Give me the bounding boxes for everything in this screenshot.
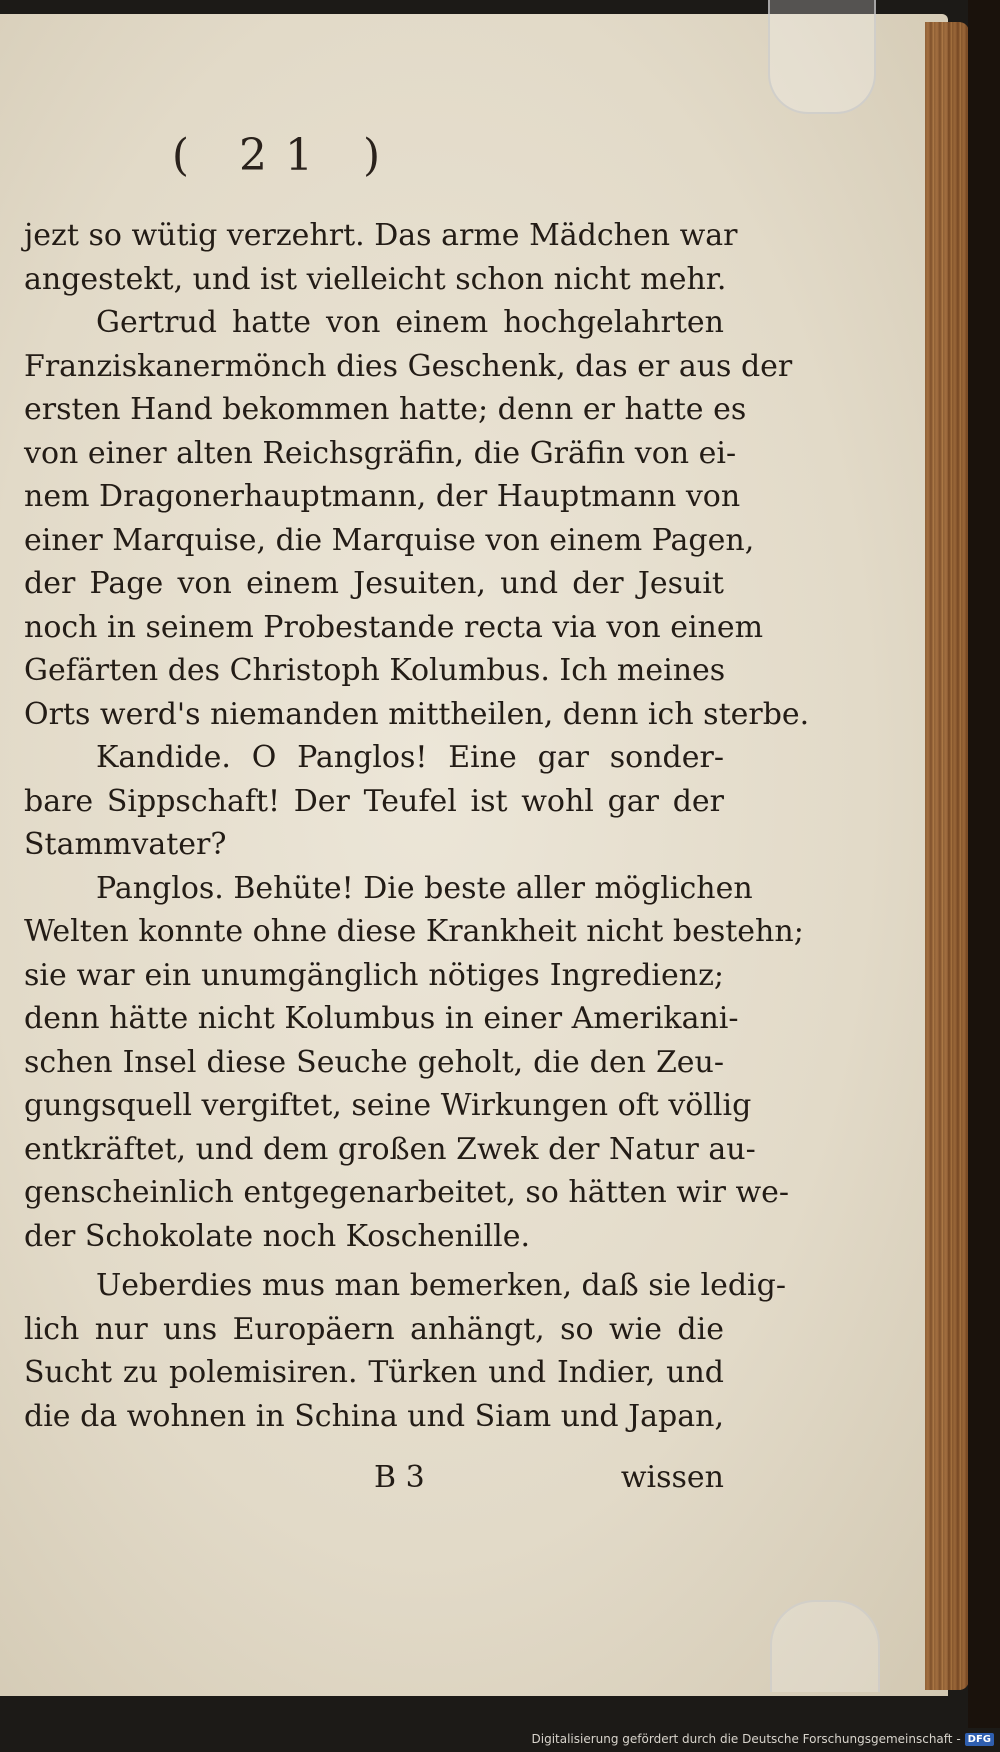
text-line: einer Marquise, die Marquise von einem Pagen,	[24, 522, 755, 558]
credit-line	[532, 1732, 995, 1746]
text-line: Gefärten des Christoph Kolumbus. Ich meines	[24, 653, 726, 688]
text-line: denn hätte nicht Kolumbus in einer Amerikani-	[24, 1001, 739, 1036]
signature-mark: B 3	[374, 1460, 425, 1495]
page-edge	[925, 22, 969, 1690]
catchword: wissen	[620, 1460, 724, 1495]
credit-text: Digitalisierung gefördert durch die Deutsche Forschungsgemeinschaft -	[531, 1732, 961, 1746]
text-line: angestekt, und ist vielleicht schon nicht mehr.	[24, 261, 727, 297]
text-line: Panglos. Behüte! Die beste aller möglichen	[96, 870, 753, 906]
text-line: entkräftet, und dem großen Zwek der Natur au-	[24, 1131, 756, 1167]
text-line: Sucht zu polemisiren. Türken und Indier, und	[24, 1355, 724, 1390]
text-line: nem Dragonerhauptmann, der Hauptmann von	[24, 479, 741, 514]
credit-bar	[0, 1728, 1000, 1752]
text-line: jezt so wütig verzehrt. Das arme Mädchen war	[24, 218, 738, 253]
text-line: Gertrud hatte von einem hochgelahrten	[96, 305, 724, 340]
page-clip-bottom	[770, 1600, 880, 1692]
text-line: Franziskanermönch dies Geschenk, das er aus der	[24, 348, 793, 384]
text-line: bare Sippschaft! Der Teufel ist wohl gar der	[24, 783, 724, 819]
text-line: Orts werd's niemanden mittheilen, denn ich sterbe.	[24, 696, 810, 732]
text-line: Stammvater?	[24, 827, 227, 862]
text-line: ersten Hand bekommen hatte; denn er hatte es	[24, 392, 747, 427]
text-line: noch in seinem Probestande recta via von einem	[24, 609, 764, 645]
page-footer	[24, 1460, 724, 1504]
text-line: der Page von einem Jesuiten, und der Jesuit	[24, 566, 724, 601]
page-number: ( 21 )	[171, 130, 399, 181]
text-line: genscheinlich entgegenarbeitet, so hätten wir we-	[24, 1175, 790, 1210]
dfg-logo-icon: DFG	[965, 1733, 994, 1746]
text-line: schen Insel diese Seuche geholt, die den Zeu-	[24, 1044, 724, 1080]
body-text	[24, 214, 810, 1438]
page-clip-top	[768, 0, 876, 114]
text-line: Kandide. O Panglos! Eine gar sonder-	[96, 740, 724, 775]
text-line: gungsquell vergiftet, seine Wirkungen oft völlig	[24, 1088, 752, 1123]
text-line: von einer alten Reichsgräfin, die Gräfin von ei-	[24, 435, 737, 471]
text-line: Ueberdies mus man bemerken, daß sie ledig-	[96, 1268, 786, 1303]
text-line: Welten konnte ohne diese Krankheit nicht bestehn;	[24, 914, 804, 949]
text-line: sie war ein unumgänglich nötiges Ingredienz;	[24, 957, 724, 993]
text-line: die da wohnen in Schina und Siam und Japan,	[24, 1398, 724, 1434]
text-line: der Schokolate noch Koschenille.	[24, 1218, 531, 1254]
text-line: lich nur uns Europäern anhängt, so wie die	[24, 1311, 724, 1347]
book-binding	[968, 0, 1000, 1752]
